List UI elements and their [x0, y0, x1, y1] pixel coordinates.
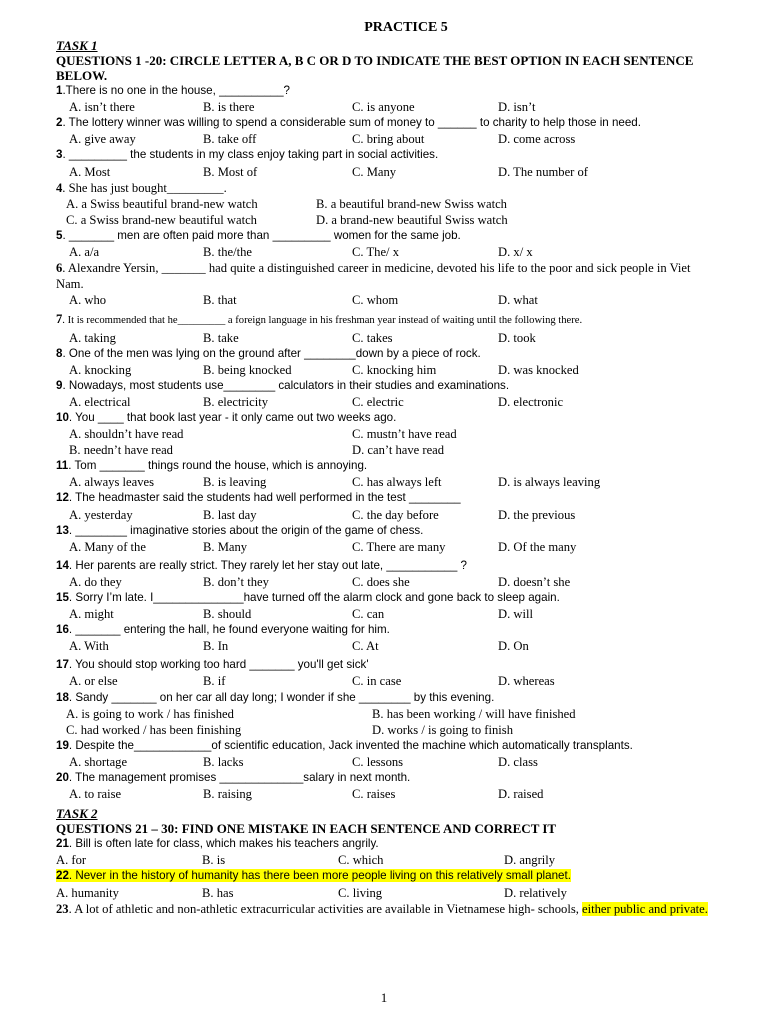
- option-b[interactable]: B. electricity: [203, 394, 269, 409]
- option-d[interactable]: D. whereas: [498, 674, 555, 689]
- question-number: 5: [56, 228, 63, 242]
- options-11: [56, 474, 716, 490]
- question-text: . You should stop working too hard _______ you'll get sick': [68, 658, 369, 672]
- option-d[interactable]: D. will: [498, 607, 533, 622]
- option-a[interactable]: A. a Swiss beautiful brand-new watch: [66, 196, 258, 211]
- task2-instruction: QUESTIONS 21 – 30: FIND ONE MISTAKE IN EACH SENTENCE AND CORRECT IT: [56, 821, 557, 837]
- options-17: [56, 673, 716, 689]
- options-22: [56, 885, 716, 901]
- option-c[interactable]: C. There are many: [352, 539, 446, 554]
- option-a[interactable]: A. give away: [69, 132, 136, 147]
- option-a[interactable]: A. shouldn’t have read: [69, 427, 184, 442]
- task2-heading: TASK 2: [56, 806, 98, 822]
- option-a[interactable]: A. shortage: [69, 754, 128, 769]
- question-text: . Her parents are really strict. They rarely let her stay out late, ___________ ?: [68, 558, 467, 572]
- option-d[interactable]: D. the previous: [498, 507, 576, 522]
- option-d[interactable]: D. a brand-new beautiful Swiss watch: [316, 212, 508, 227]
- option-c[interactable]: C. The/ x: [352, 245, 399, 260]
- option-d[interactable]: D. works / is going to finish: [372, 722, 513, 737]
- option-b[interactable]: B. has been working / will have finished: [372, 706, 576, 721]
- option-a[interactable]: A. for: [56, 853, 87, 868]
- options-16: [56, 638, 716, 654]
- option-d[interactable]: D. The number of: [498, 164, 589, 179]
- option-b[interactable]: B. don’t they: [203, 574, 269, 589]
- question-16: [56, 622, 716, 638]
- question-number: 6: [56, 261, 63, 276]
- question-text: . Sandy _______ on her car all day long; I wonder if she ________ by this evening.: [68, 690, 495, 704]
- question-11: [56, 458, 716, 474]
- question-number: 14: [56, 558, 69, 572]
- question-text: . One of the men was lying on the ground after ________down by a piece of rock.: [62, 346, 481, 360]
- options-5: [56, 244, 716, 260]
- question-2: [56, 115, 716, 131]
- question-number: 10: [56, 410, 69, 424]
- question-10: [56, 410, 716, 426]
- option-a[interactable]: A. who: [69, 293, 107, 308]
- option-a[interactable]: A. Many of the: [69, 539, 146, 554]
- option-d[interactable]: D. is always leaving: [498, 475, 601, 490]
- question-number: 11: [56, 459, 69, 473]
- option-c[interactable]: C. takes: [352, 330, 393, 345]
- option-a[interactable]: A. taking: [69, 330, 116, 345]
- options-1: [56, 99, 716, 115]
- question-text: . The lottery winner was willing to spend a considerable sum of money to ______ to charity to help those in need.: [62, 116, 641, 130]
- option-b[interactable]: B. the/the: [203, 245, 252, 260]
- task1-instruction: QUESTIONS 1 -20: CIRCLE LETTER A, B C OR D TO INDICATE THE BEST OPTION IN EACH SENTENCE BELOW.: [56, 53, 694, 84]
- question-text: . You ____ that book last year - it only came out two weeks ago.: [68, 410, 397, 424]
- question-number: 16: [56, 623, 69, 637]
- option-b[interactable]: B. In: [203, 639, 229, 654]
- option-a[interactable]: A. or else: [69, 674, 118, 689]
- option-c[interactable]: C. whom: [352, 293, 399, 308]
- options-20: [56, 786, 716, 802]
- option-c[interactable]: C. knocking him: [352, 362, 437, 377]
- options-6: [56, 292, 716, 308]
- option-b[interactable]: B. should: [203, 607, 252, 622]
- option-b[interactable]: B. lacks: [203, 754, 244, 769]
- option-a[interactable]: A. electrical: [69, 394, 131, 409]
- question-text: . She has just bought_________.: [62, 180, 227, 195]
- option-b[interactable]: B. is: [202, 853, 226, 868]
- options-18: [56, 722, 716, 738]
- option-b[interactable]: B. raising: [203, 787, 252, 802]
- question-number: 1: [56, 84, 63, 98]
- option-a[interactable]: A. isn’t there: [69, 100, 135, 115]
- option-a[interactable]: A. always leaves: [69, 475, 154, 490]
- question-number: 3: [56, 148, 63, 162]
- option-d[interactable]: D. Of the many: [498, 539, 577, 554]
- option-b[interactable]: B. a beautiful brand-new Swiss watch: [316, 196, 507, 211]
- question-number: 9: [56, 378, 63, 392]
- option-a[interactable]: A. do they: [69, 574, 122, 589]
- options-9: [56, 394, 716, 410]
- question-22: [56, 868, 716, 884]
- option-d[interactable]: D. electronic: [498, 394, 564, 409]
- question-text: . Alexandre Yersin, _______ had quite a distinguished career in medicine, devoted his life to the poor and sick people in Viet Nam.: [56, 261, 691, 292]
- option-b[interactable]: B. being knocked: [203, 362, 292, 377]
- options-7: [56, 330, 716, 346]
- option-a[interactable]: A. humanity: [56, 885, 119, 900]
- question-number: 18: [56, 690, 69, 704]
- question-number: 12: [56, 491, 69, 505]
- question-13: [56, 523, 716, 539]
- question-number: 8: [56, 346, 63, 360]
- option-d[interactable]: D. come across: [498, 132, 576, 147]
- question-20: [56, 770, 716, 786]
- option-b[interactable]: C. mustn’t have read: [352, 427, 457, 442]
- options-14: [56, 574, 716, 590]
- question-number: 20: [56, 771, 69, 785]
- highlighted-text: either public and private.: [582, 901, 708, 916]
- question-6: [56, 260, 716, 292]
- option-c[interactable]: C. in case: [352, 674, 402, 689]
- options-2: [56, 131, 716, 147]
- question-text: . ________ imaginative stories about the origin of the game of chess.: [68, 523, 424, 537]
- option-c[interactable]: C. can: [352, 607, 385, 622]
- options-13: [56, 539, 716, 555]
- option-b[interactable]: B. take off: [203, 132, 257, 147]
- option-b[interactable]: B. if: [203, 674, 226, 689]
- question-number: 7: [56, 312, 63, 327]
- option-d[interactable]: D. angrily: [504, 853, 556, 868]
- option-c[interactable]: C. has always left: [352, 475, 442, 490]
- question-text: . Never in the history of humanity has there been more people living on this relatively small planet.: [68, 869, 571, 883]
- option-b[interactable]: B. that: [203, 293, 237, 308]
- option-d[interactable]: D. class: [498, 754, 538, 769]
- options-4: [56, 212, 716, 228]
- option-c[interactable]: C. electric: [352, 394, 404, 409]
- option-c[interactable]: C. bring about: [352, 132, 425, 147]
- option-d[interactable]: D. was knocked: [498, 362, 579, 377]
- options-8: [56, 362, 716, 378]
- question-text: . Despite the____________of scientific education, Jack invented the machine which automatically transplants.: [68, 738, 633, 752]
- option-b[interactable]: B. is leaving: [203, 475, 267, 490]
- options-19: [56, 754, 716, 770]
- question-23: [56, 901, 716, 917]
- question-text: . _________ the students in my class enjoy taking part in social activities.: [62, 148, 439, 162]
- options-3: [56, 164, 716, 180]
- option-c[interactable]: C. raises: [352, 787, 396, 802]
- question-text: . The management promises _____________salary in next month.: [68, 771, 411, 785]
- question-number: 2: [56, 116, 63, 130]
- option-a[interactable]: A. yesterday: [69, 507, 133, 522]
- task1-heading: TASK 1: [56, 38, 98, 54]
- question-18: [56, 690, 716, 706]
- option-a[interactable]: A. is going to work / has finished: [66, 706, 234, 721]
- option-b[interactable]: B. take: [203, 330, 239, 345]
- question-text: . A lot of athletic and non-athletic extracurricular activities are available in Vietnamese high- schools,: [68, 901, 583, 916]
- question-number: 4: [56, 180, 63, 195]
- question-15: [56, 590, 716, 606]
- question-number: 17: [56, 658, 69, 672]
- options-10: [56, 442, 716, 458]
- question-text: . Nowadays, most students use________ calculators in their studies and examinations.: [62, 378, 510, 392]
- question-list: [56, 83, 716, 802]
- option-c[interactable]: B. needn’t have read: [69, 443, 173, 458]
- question-text: . It is recommended that he_________ a foreign language in his freshman year instead of waiting until the following there.: [62, 315, 583, 327]
- option-a[interactable]: A. a/a: [69, 245, 100, 260]
- option-d[interactable]: D. can’t have read: [352, 443, 445, 458]
- question-9: [56, 378, 716, 394]
- option-d[interactable]: D. isn’t: [498, 100, 536, 115]
- option-b[interactable]: B. is there: [203, 100, 255, 115]
- page-title: PRACTICE 5: [364, 20, 448, 35]
- question-1: [56, 83, 716, 99]
- question-7: [56, 311, 716, 329]
- question-17: [56, 657, 716, 673]
- options-18: [56, 706, 716, 722]
- option-a[interactable]: A. With: [69, 639, 109, 654]
- question-4: [56, 180, 716, 196]
- question-text: . _______ men are often paid more than _________ women for the same job.: [62, 228, 461, 242]
- option-c[interactable]: C. had worked / has been finishing: [66, 722, 242, 737]
- option-a[interactable]: A. knocking: [69, 362, 132, 377]
- question-number: 15: [56, 591, 69, 604]
- question-text: . Tom _______ things round the house, which is annoying.: [68, 459, 368, 473]
- options-10: [56, 426, 716, 442]
- question-3: [56, 147, 716, 163]
- worksheet-page: [56, 20, 716, 917]
- option-d[interactable]: D. x/ x: [498, 245, 533, 260]
- option-c[interactable]: C. does she: [352, 574, 410, 589]
- question-number: 21: [56, 837, 69, 851]
- option-a[interactable]: A. might: [69, 607, 114, 622]
- question-21: [56, 836, 716, 852]
- page-number: 1: [380, 990, 388, 1005]
- option-c[interactable]: C. which: [338, 853, 384, 868]
- question-text: . Sorry I’m late. I______________have turned off the alarm clock and gone back to sleep again.: [68, 591, 560, 604]
- option-d[interactable]: D. On: [498, 639, 529, 654]
- question-text: . _______ entering the hall, he found everyone waiting for him.: [68, 623, 390, 637]
- option-c[interactable]: C. At: [352, 639, 379, 654]
- option-d[interactable]: D. took: [498, 330, 536, 345]
- question-text: . Bill is often late for class, which makes his teachers angrily.: [68, 837, 379, 851]
- option-c[interactable]: C. a Swiss brand-new beautiful watch: [66, 212, 257, 227]
- option-d[interactable]: D. what: [498, 293, 538, 308]
- option-c[interactable]: C. lessons: [352, 754, 404, 769]
- question-number: 22: [56, 869, 69, 883]
- option-d[interactable]: D. relatively: [504, 885, 567, 900]
- options-15: [56, 606, 716, 622]
- option-b[interactable]: B. last day: [203, 507, 257, 522]
- option-c[interactable]: C. the day before: [352, 507, 439, 522]
- option-c[interactable]: C. is anyone: [352, 100, 415, 115]
- question-number: 13: [56, 523, 69, 537]
- options-4: [56, 196, 716, 212]
- question-text: . The headmaster said the students had well performed in the test ________: [68, 491, 461, 505]
- option-b[interactable]: B. Most of: [203, 164, 258, 179]
- options-12: [56, 507, 716, 523]
- question-number: 19: [56, 738, 69, 752]
- question-19: [56, 738, 716, 754]
- question-14: [56, 558, 716, 574]
- question-number: 23: [56, 901, 69, 916]
- question-text: .There is no one in the house, __________?: [62, 84, 290, 98]
- options-21: [56, 852, 716, 868]
- question-12: [56, 490, 716, 506]
- option-a[interactable]: A. to raise: [69, 787, 122, 802]
- option-d[interactable]: D. doesn’t she: [498, 574, 571, 589]
- option-b[interactable]: B. has: [202, 885, 234, 900]
- question-5: [56, 228, 716, 244]
- option-b[interactable]: B. Many: [203, 539, 248, 554]
- option-c[interactable]: C. living: [338, 885, 383, 900]
- option-d[interactable]: D. raised: [498, 787, 544, 802]
- question-8: [56, 346, 716, 362]
- option-c[interactable]: C. Many: [352, 164, 397, 179]
- option-a[interactable]: A. Most: [69, 164, 111, 179]
